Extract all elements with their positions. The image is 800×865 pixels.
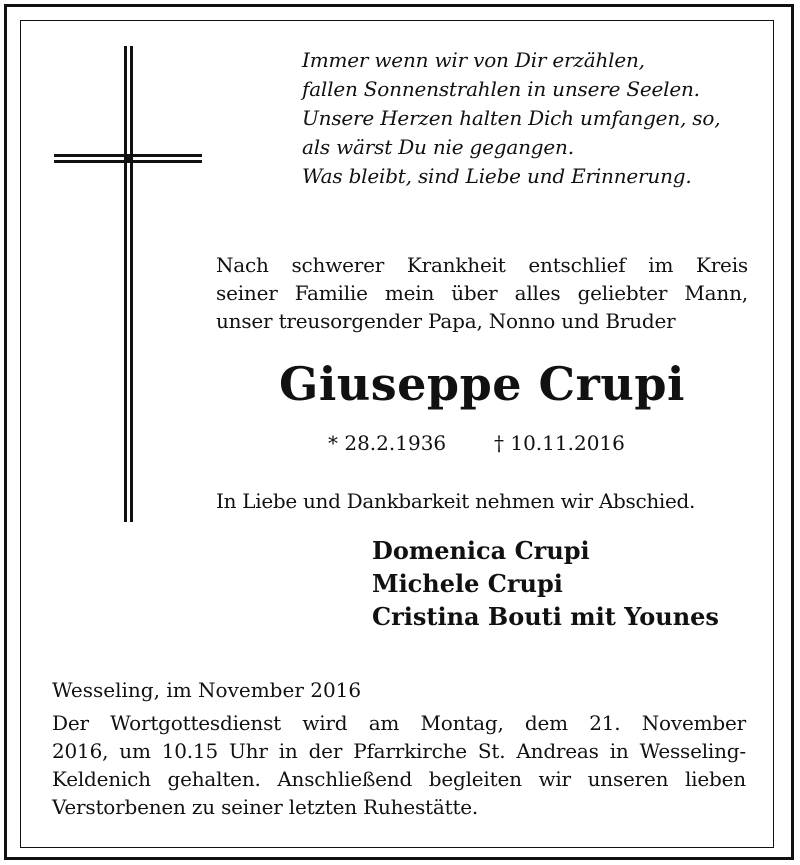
birth-date: * 28.2.1936 [328,431,447,455]
deceased-name: Giuseppe Crupi [279,357,685,411]
mourner-name: Domenica Crupi [372,536,590,565]
poem-line: Was bleibt, sind Liebe und Erinnerung. [302,164,692,188]
death-date: † 10.11.2016 [494,431,625,455]
service-line: Keldenich gehalten. Anschließend begleiten wir unseren lieben [52,767,746,791]
poem-line: fallen Sonnenstrahlen in unsere Seelen. [302,77,700,101]
mourners-list [372,534,772,633]
place-date: Wesseling, im November 2016 [52,678,362,702]
poem-line: Unsere Herzen halten Dich umfangen, so, [302,106,721,130]
service-line: 2016, um 10.15 Uhr in der Pfarrkirche St. Andreas in Wesseling- [52,739,746,763]
mourner-name: Cristina Bouti mit Younes [372,602,719,631]
poem-line: Immer wenn wir von Dir erzählen, [302,48,645,72]
service-line: Verstorbenen zu seiner letzten Ruhestätte. [52,795,479,819]
mourner-name: Michele Crupi [372,569,563,598]
memorial-poem [302,46,772,191]
poem-line: als wärst Du nie gegangen. [302,135,574,159]
announcement-line: seiner Familie mein über alles geliebter Mann, [216,281,748,305]
farewell-text: In Liebe und Dankbarkeit nehmen wir Abschied. [216,489,696,513]
service-info [52,709,746,821]
service-line: Der Wortgottesdienst wird am Montag, dem 21. November [52,711,746,735]
announcement-text [216,251,748,335]
announcement-line: Nach schwerer Krankheit entschlief im Kreis [216,253,748,277]
announcement-line: unser treusorgender Papa, Nonno und Bruder [216,309,676,333]
